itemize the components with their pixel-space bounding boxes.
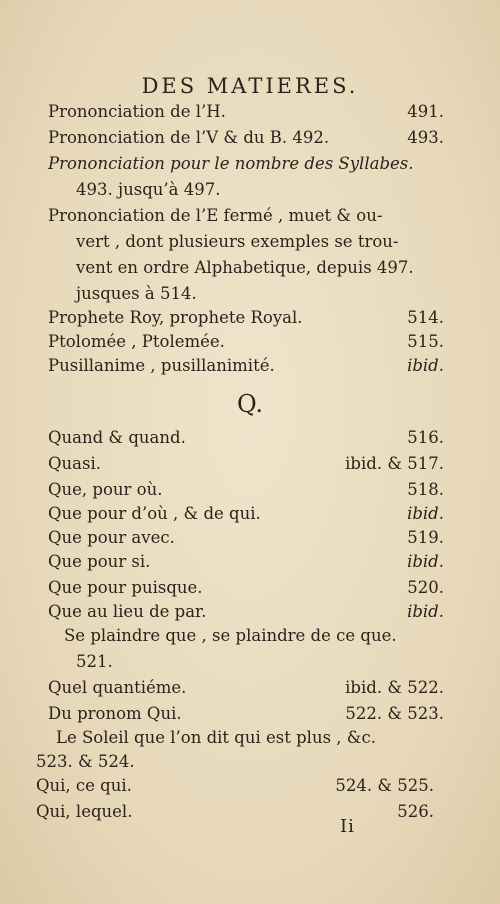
index-entry-continuation: 493. jusqu’à 497. <box>76 180 221 199</box>
index-entry: Le Soleil que l’on dit qui est plus , &c. <box>56 728 376 747</box>
index-entry-continuation: 523. & 524. <box>36 752 135 771</box>
page-header: DES MATIERES. <box>141 74 359 98</box>
section-letter: Q. <box>236 390 264 418</box>
index-entry-continuation: vert , dont plusieurs exemples se trou- <box>76 232 399 251</box>
index-entry-continuation: jusques à 514. <box>76 284 197 303</box>
book-page: DES MATIERES. Prononciation de l’H. 491. Prononciation de l’V & du B. 492. 493. Prononciation pour le nombre des Syllabes. 493. jusqu’à 497. Prononciation de l’E fermé , muet & ou- vert , dont plusieurs exemples se trou- vent en ordre Alphabetique, depuis 497. jusques à 514. Prophete Roy, prophete Royal. 514. Ptolomée , Ptolemée. 515. Pusillanime , pusillanimité. ibid. Q. Quand & quand. 516. Quasi. ibid. & 517. Que, pour où. 518. Que pour d’où , & de qui. ibid. Que pour avec. 519. Que pour si. ibid. Que pour puisque. 520. Que au lieu de par. ibid. Se plaindre que , se plaindre de ce que. 521. Quel quantiéme. ibid. & 522. Du pronom Qui. 522. & 523. Le Soleil que l’on dit qui est plus , &c. 523. & 524. Qui, ce qui. 524. & 525. Qui, lequel. 526. Ii <box>0 0 500 904</box>
index-entry-continuation: 521. <box>76 652 113 671</box>
index-entry-continuation: vent en ordre Alphabetique, depuis 497. <box>76 258 414 277</box>
index-entry: Se plaindre que , se plaindre de ce que. <box>64 626 397 645</box>
signature-mark: Ii <box>340 816 355 837</box>
